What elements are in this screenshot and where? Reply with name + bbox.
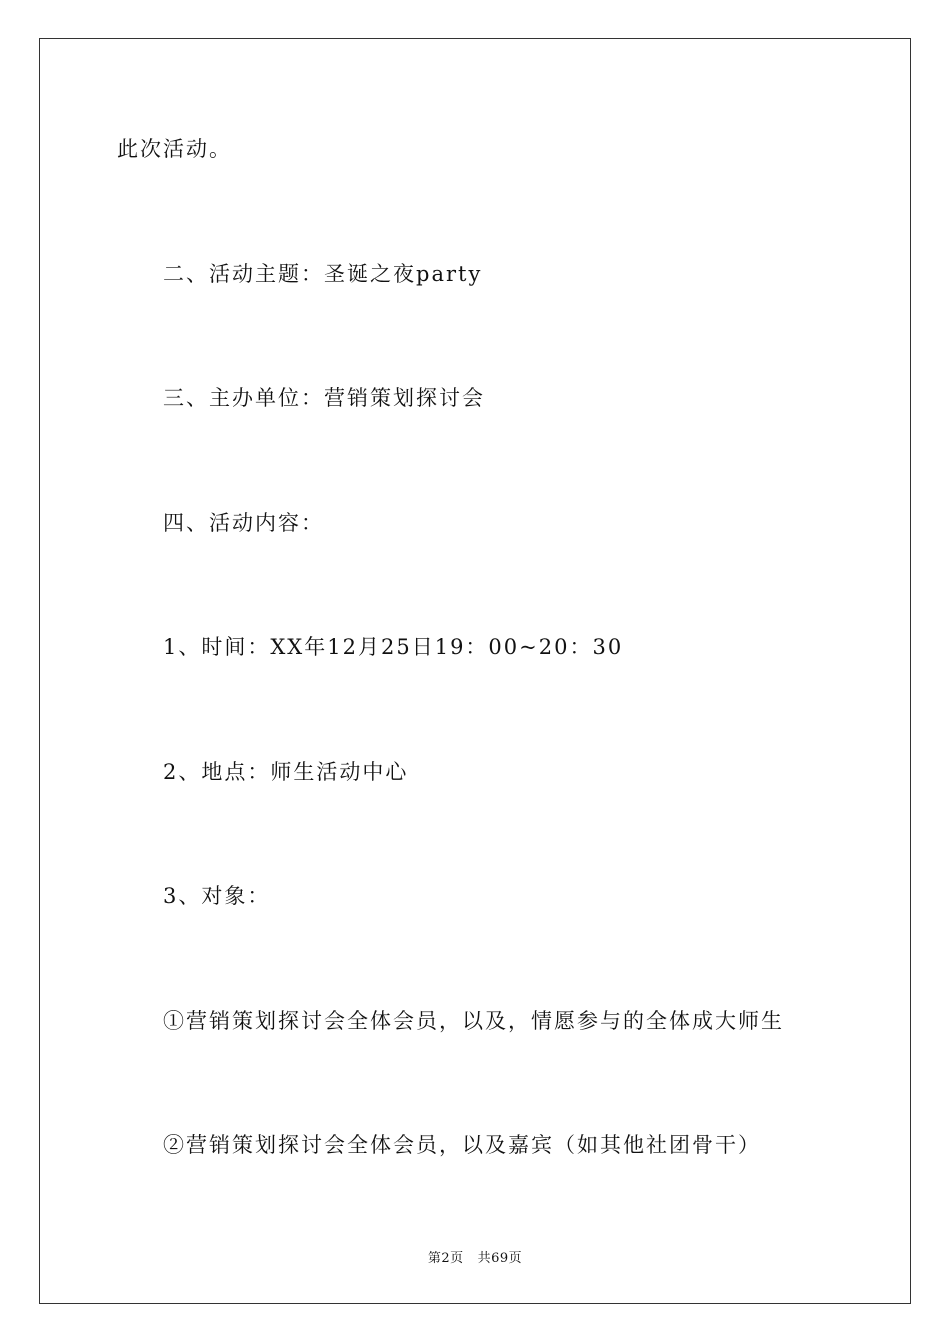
- text-line-continuation: 此次活动。: [117, 137, 232, 161]
- page-frame: [39, 38, 911, 1304]
- audience-option-1: ①营销策划探讨会全体会员，以及，情愿参与的全体成大师生: [163, 1009, 784, 1033]
- item-audience: 3、对象：: [163, 884, 271, 908]
- item-time: 1、时间：XX年12月25日19：00~20：30: [163, 635, 624, 659]
- section-content-heading: 四、活动内容：: [163, 511, 324, 535]
- page-total: 共69页: [477, 1251, 523, 1266]
- item-location: 2、地点：师生活动中心: [163, 760, 409, 784]
- audience-option-2: ②营销策划探讨会全体会员，以及嘉宾（如其他社团骨干）: [163, 1133, 761, 1157]
- page-number: 第2页: [427, 1251, 464, 1266]
- section-theme: 二、活动主题：圣诞之夜party: [163, 262, 483, 286]
- page-footer: [0, 1247, 950, 1266]
- section-organizer: 三、主办单位：营销策划探讨会: [163, 386, 485, 410]
